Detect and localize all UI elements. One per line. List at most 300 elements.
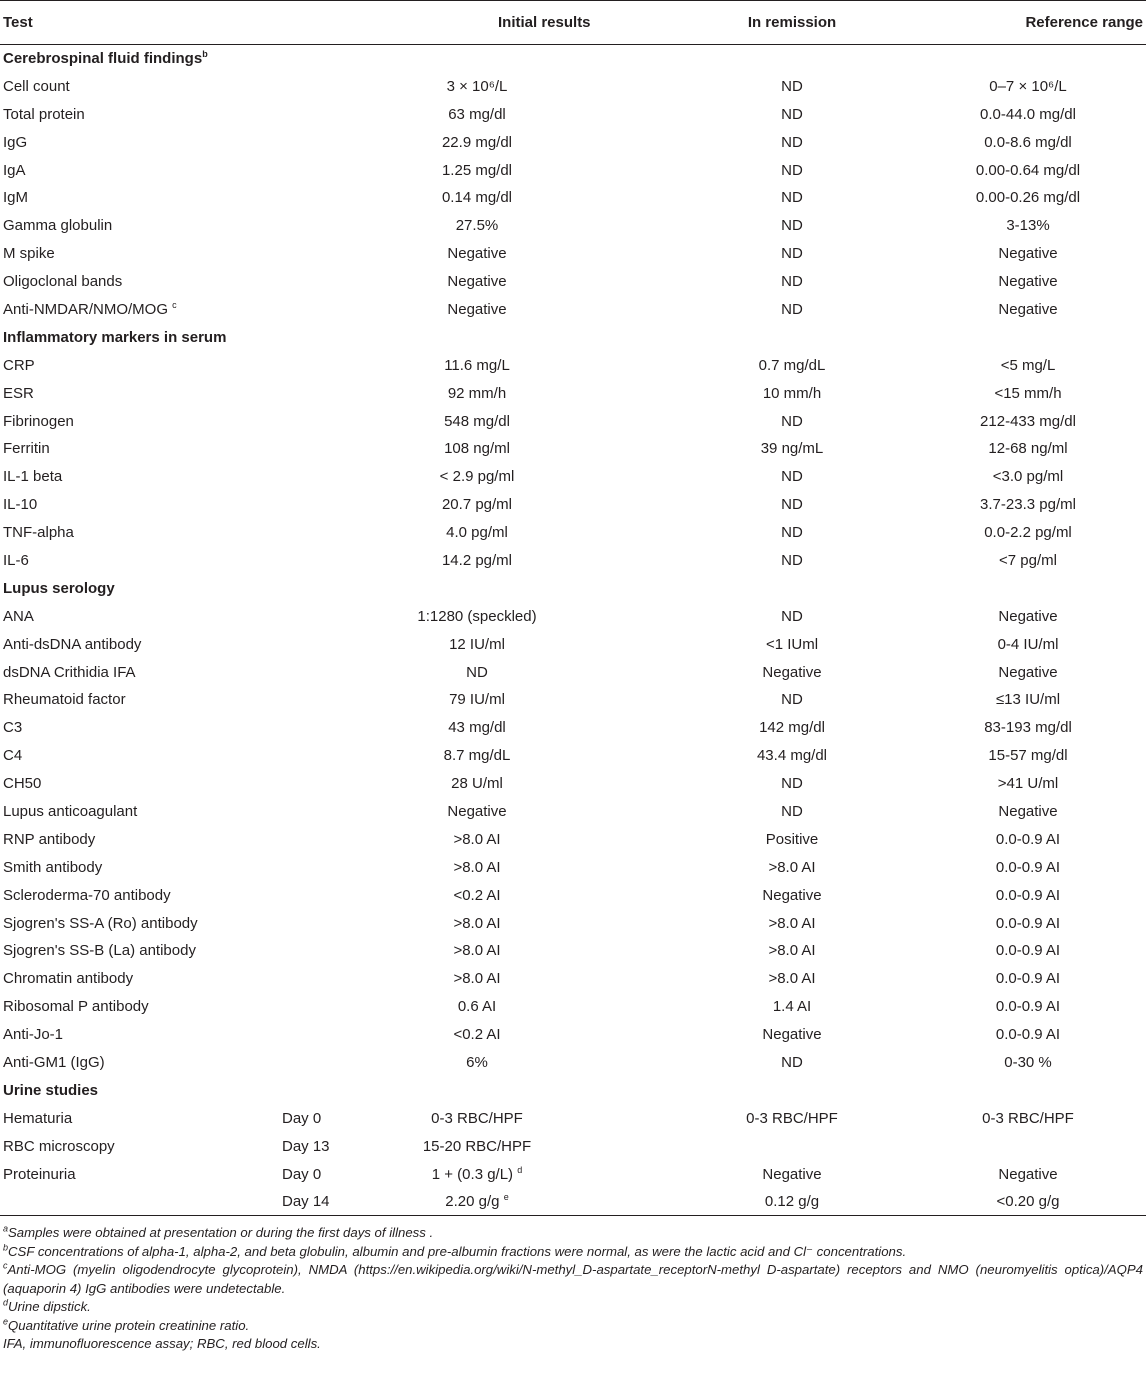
cell-reference-text: 0.0-0.9 AI [995,886,1061,904]
cell-initial-wrap [272,691,682,708]
footnotes [0,1224,1146,1354]
cell-test-text: CH50 [3,775,42,793]
cell-reference-range [872,658,1146,686]
cell-initial-text: 0-3 RBC/HPF [431,1109,523,1127]
cell-reference-text: 0.0-44.0 mg/dl [980,105,1076,123]
cell-remission: ND [781,77,803,95]
section-title [0,1076,1146,1104]
cell-reference-range [872,1132,1146,1160]
header-reference-range: Reference range [872,1,1146,45]
cell-remission: ND [781,189,803,207]
cell-test [0,268,272,296]
cell-initial-text: 108 ng/ml [444,440,510,458]
cell-initial-wrap [272,1054,682,1071]
cell-reference-text: Negative [998,1165,1058,1183]
cell-remission: ND [781,300,803,318]
cell-initial-wrap [272,78,682,95]
cell-reference-text: 3.7-23.3 pg/ml [980,496,1076,514]
section-title [0,45,1146,73]
cell-initial-wrap [272,664,682,681]
cell-reference-range [872,1188,1146,1216]
cell-reference-text: <5 mg/L [1000,356,1056,374]
cell-initial-wrap [272,998,682,1015]
cell-initial-result [342,407,712,435]
cell-test-text: ANA [3,607,34,625]
table-body [0,45,1146,1216]
cell-initial-text: 20.7 pg/ml [441,496,513,514]
footnote-mark: a [3,1224,9,1235]
cell-day: Day 14 [272,1188,342,1216]
cell-reference-text: 0–7 × 10⁶/L [989,77,1067,95]
cell-initial-text: 92 mm/h [447,384,507,402]
cell-reference-text: ≤13 IU/ml [995,691,1061,709]
cell-reference-text: 0-30 % [1004,1054,1052,1071]
table-row [0,909,1146,937]
cell-test-text: Hematuria [3,1109,73,1127]
cell-initial-result [342,351,712,379]
cell-remission: Negative [762,886,822,904]
cell-initial-result [342,770,712,798]
header-test: Test [0,1,272,45]
cell-remission: ND [781,245,803,263]
cell-day: Day 0 [282,1109,322,1127]
cell-initial-wrap [272,1110,682,1127]
cell-test-text: dsDNA Crithidia IFA [3,663,136,681]
footnote [3,1261,1143,1298]
cell-remission: ND [781,691,803,709]
cell-remission: ND [781,775,803,793]
cell-initial-result [342,965,712,993]
footnote-text: Anti-MOG (myelin oligodendrocyte glycoprotein), NMDA (https://en.wikipedia.org/wiki/N-methyl_D-aspartate_receptorN-methyl D-aspartate) receptors and NMO (neuromyelitis optica)/AQP4 (aquaporin 4) IgG antibodies were undetectable. [3,1262,1143,1296]
cell-test [0,1188,272,1216]
cell-initial-result [342,1132,712,1160]
header-day [272,1,342,45]
cell-reference-range [872,128,1146,156]
cell-reference-text: 0-4 IU/ml [997,635,1059,653]
cell-initial-result [342,825,712,853]
table-row [0,379,1146,407]
cell-remission: ND [781,802,803,820]
cell-test [0,519,272,547]
cell-remission: 142 mg/dl [759,719,825,737]
table-row [0,519,1146,547]
cell-reference-range [872,1021,1146,1049]
cell-test [0,1132,272,1160]
cell-test [0,825,272,853]
footnote-text: Urine dipstick. [8,1299,91,1315]
cell-initial-text: < 2.9 pg/ml [439,468,515,486]
cell-reference-text: 0.0-0.9 AI [995,970,1061,988]
cell-remission: 0.12 g/g [712,1188,872,1216]
cell-remission: >8.0 AI [768,914,816,932]
cell-initial-text: 43 mg/dl [448,719,506,737]
cell-test [0,742,272,770]
cell-reference-text: 0.0-0.9 AI [995,1026,1061,1044]
cell-reference-range [872,268,1146,296]
cell-reference-range [872,686,1146,714]
footnote [3,1335,1143,1354]
cell-initial-wrap [272,970,682,987]
cell-initial-result [342,1160,712,1188]
cell-reference-range [872,742,1146,770]
cell-initial-result [342,1021,712,1049]
cell-test [0,547,272,575]
cell-remission: ND [781,412,803,430]
table-row [0,1104,1146,1132]
cell-test [0,658,272,686]
cell-reference-text: Negative [998,300,1058,318]
cell-initial-result [342,268,712,296]
cell-initial-wrap [272,413,682,430]
cell-initial-wrap [272,357,682,374]
cell-test-text: CRP [3,356,35,374]
cell-reference-text: 15-57 mg/dl [988,747,1068,765]
cell-initial-result [342,128,712,156]
cell-test-text: Ferritin [3,440,50,458]
table-row [0,296,1146,324]
cell-test [0,965,272,993]
table-row [0,630,1146,658]
cell-initial-text: >8.0 AI [453,970,501,988]
cell-test-text: Fibrinogen [3,412,74,430]
table-row [0,72,1146,100]
cell-reference-text: Negative [998,245,1058,263]
table-row [0,658,1146,686]
cell-test-text: Anti-Jo-1 [3,1026,64,1044]
cell-initial-wrap [272,106,682,123]
cell-test-text: Scleroderma-70 antibody [3,886,171,904]
cell-remission: ND [781,551,803,569]
section-header-row [0,323,1146,351]
cell-test [0,212,272,240]
cell-test [0,296,272,324]
table-row [0,547,1146,575]
cell-initial-text: <0.2 AI [453,886,501,904]
footnote-mark: e [3,1316,9,1327]
cell-remission: ND [781,217,803,235]
cell-initial-result [342,296,712,324]
table-row [0,742,1146,770]
cell-reference-text: 0.0-2.2 pg/ml [984,524,1072,542]
cell-remission: >8.0 AI [768,858,816,876]
cell-initial-result [342,742,712,770]
cell-initial-text: Negative [447,273,507,291]
cell-initial-text: >8.0 AI [453,914,501,932]
cell-initial-text: 27.5% [455,217,499,235]
cell-reference-range [872,602,1146,630]
cell-initial-result [342,463,712,491]
table-row [0,881,1146,909]
footnote [3,1243,1143,1262]
cell-remission: Negative [762,1165,822,1183]
cell-test [0,881,272,909]
section-title-text: Lupus serology [3,579,115,597]
cell-initial-result [342,379,712,407]
cell-initial-result [342,937,712,965]
table-row [0,1021,1146,1049]
cell-test [0,1160,272,1188]
cell-initial-wrap [272,608,682,625]
cell-reference-range [872,993,1146,1021]
cell-test [0,128,272,156]
cell-test [0,770,272,798]
cell-test-text: Smith antibody [3,858,103,876]
cell-test [0,491,272,519]
cell-reference-text: <15 mm/h [994,384,1062,402]
table-row [0,965,1146,993]
cell-initial-wrap [272,803,682,820]
cell-reference-text: Negative [998,607,1058,625]
cell-reference-text: Negative [998,273,1058,291]
cell-initial-wrap [272,552,682,569]
cell-reference-text: 0.0-0.9 AI [995,914,1061,932]
cell-test-text: C3 [3,719,23,737]
cell-initial-wrap [272,831,682,848]
cell-reference-text: 0.0-0.9 AI [995,942,1061,960]
section-title-text: Cerebrospinal fluid findings [3,50,203,68]
table-row [0,128,1146,156]
cell-initial-result [342,909,712,937]
cell-initial-text: 1 + (0.3 g/L) [431,1165,518,1183]
cell-reference-text: <7 pg/ml [999,551,1057,569]
cell-initial-text: 2.20 g/g [445,1193,504,1211]
section-header-row [0,574,1146,602]
cell-test [0,100,272,128]
cell-reference-range [872,491,1146,519]
cell-test-text: Proteinuria [3,1165,76,1183]
cell-reference-range [872,881,1146,909]
cell-remission: ND [781,468,803,486]
cell-test-text: Anti-GM1 (IgG) [3,1054,105,1071]
cell-remission: 10 mm/h [762,384,822,402]
cell-initial-result [342,184,712,212]
cell-day: Day 0 [282,1165,322,1183]
cell-remission: 43.4 mg/dl [756,747,828,765]
cell-remission: >8.0 AI [768,942,816,960]
table-row [0,212,1146,240]
table-row [0,407,1146,435]
cell-remission: ND [781,273,803,291]
cell-test [0,853,272,881]
footnote-mark: c [3,1261,8,1272]
cell-test-text: Anti-dsDNA antibody [3,635,142,653]
cell-initial-text: <0.2 AI [453,1026,501,1044]
cell-remission: 0-3 RBC/HPF [746,1109,838,1127]
cell-test [0,630,272,658]
section-title-text: Urine studies [3,1081,99,1099]
footnote [3,1224,1143,1243]
cell-test [0,72,272,100]
cell-reference-range [872,407,1146,435]
cell-test-text: C4 [3,747,23,765]
cell-test [0,435,272,463]
table-row [0,240,1146,268]
cell-day: Day 13 [282,1137,330,1155]
cell-remission: 1.4 AI [772,998,812,1016]
cell-initial-wrap [272,134,682,151]
cell-initial-result [342,156,712,184]
header-in-remission: In remission [712,1,872,45]
cell-test-text: Gamma globulin [3,217,113,235]
cell-test [0,1104,272,1132]
cell-remission: ND [781,161,803,179]
cell-test-text: Oligoclonal bands [3,273,123,291]
footnote-text: CSF concentrations of alpha-1, alpha-2, and beta globulin, albumin and pre-albumin fractions were normal, as were the lactic acid and Cl⁻ concentrations. [8,1243,907,1259]
cell-initial-result [342,602,712,630]
cell-test [0,798,272,826]
cell-initial-text: 63 mg/dl [448,105,506,123]
cell-initial-wrap [272,942,682,959]
cell-initial-wrap [272,162,682,179]
cell-test [0,379,272,407]
cell-initial-wrap [272,301,682,318]
cell-initial-result [342,435,712,463]
cell-initial-text: 0.14 mg/dl [441,189,513,207]
cell-initial-text: 4.0 pg/ml [446,524,508,542]
table-row [0,1049,1146,1077]
cell-reference-range [872,547,1146,575]
section-title [0,323,1146,351]
cell-initial-result [342,547,712,575]
cell-initial-text: Negative [447,802,507,820]
table-row [0,491,1146,519]
table-row [0,100,1146,128]
cell-test [0,714,272,742]
cell-initial-wrap [272,775,682,792]
cell-test [0,156,272,184]
cell-reference-text: 212-433 mg/dl [980,412,1076,430]
cell-remission: ND [781,105,803,123]
cell-reference-text: >41 U/ml [997,775,1059,793]
cell-initial-result [342,714,712,742]
table-row [0,463,1146,491]
cell-initial-wrap [272,859,682,876]
cell-test [0,686,272,714]
cell-test [0,1021,272,1049]
footnote-marker: d [517,1164,523,1175]
cell-reference-text: 0.00-0.64 mg/dl [975,161,1081,179]
cell-initial-wrap [272,1193,682,1210]
cell-test [0,351,272,379]
cell-initial-result [342,658,712,686]
cell-test-text: M spike [3,245,55,263]
cell-reference-text: 0.0-0.9 AI [995,998,1061,1016]
cell-reference-range [872,463,1146,491]
cell-initial-text: 15-20 RBC/HPF [422,1137,532,1155]
cell-initial-text: 1.25 mg/dl [441,161,513,179]
cell-initial-wrap [272,636,682,653]
cell-reference-range [872,1104,1146,1132]
cell-test-text: Lupus anticoagulant [3,802,138,820]
table-row [0,602,1146,630]
cell-initial-result [342,1104,712,1132]
cell-initial-result [342,240,712,268]
cell-reference-text: 0.00-0.26 mg/dl [975,189,1081,207]
cell-initial-wrap [272,273,682,290]
cell-initial-wrap [272,468,682,485]
cell-initial-result [342,881,712,909]
table-row [0,1132,1146,1160]
cell-initial-result [342,1049,712,1077]
cell-initial-result [342,72,712,100]
cell-reference-text: 12-68 ng/ml [988,440,1068,458]
cell-initial-wrap [272,496,682,513]
cell-reference-range [872,798,1146,826]
cell-reference-range [872,937,1146,965]
cell-remission: >8.0 AI [768,970,816,988]
cell-test-text: RNP antibody [3,830,96,848]
cell-test [0,602,272,630]
cell-remission: 39 ng/mL [760,440,824,458]
cell-initial-text: Negative [447,300,507,318]
cell-reference-range [872,853,1146,881]
cell-test-text: Sjogren's SS-A (Ro) antibody [3,914,198,932]
cell-initial-wrap [272,1026,682,1043]
cell-initial-text: >8.0 AI [453,942,501,960]
cell-reference-range [872,156,1146,184]
cell-test-text: Cell count [3,77,70,95]
cell-test-text: TNF-alpha [3,524,74,542]
cell-remission: 0.7 mg/dL [758,356,826,374]
cell-reference-text: <0.20 g/g [996,1193,1060,1211]
table-row [0,798,1146,826]
cell-initial-wrap [272,217,682,234]
table-row [0,268,1146,296]
header-initial-results: Initial results [342,1,712,45]
cell-reference-range [872,909,1146,937]
cell-initial-wrap [272,915,682,932]
cell-reference-range [872,714,1146,742]
cell-remission: ND [781,1054,803,1071]
section-header-row [0,1076,1146,1104]
cell-reference-range [872,1049,1146,1077]
cell-reference-range [872,435,1146,463]
cell-initial-text: 79 IU/ml [449,691,505,709]
cell-initial-result [342,853,712,881]
cell-test-text: IL-10 [3,496,38,514]
cell-reference-range [872,351,1146,379]
cell-initial-result [342,686,712,714]
cell-test [0,240,272,268]
section-header-row [0,45,1146,73]
cell-test-text: Rheumatoid factor [3,691,126,709]
cell-remission: Negative [762,663,822,681]
cell-test [0,909,272,937]
cell-initial-wrap [272,440,682,457]
cell-test-text: Ribosomal P antibody [3,998,149,1016]
table-row [0,770,1146,798]
cell-remission: <1 IUml [765,635,819,653]
cell-test [0,184,272,212]
cell-reference-range [872,72,1146,100]
cell-remission: ND [781,607,803,625]
cell-initial-result [342,798,712,826]
footnote-marker: e [503,1192,509,1203]
cell-remission: ND [781,524,803,542]
section-title-text: Inflammatory markers in serum [3,328,227,346]
cell-initial-text: >8.0 AI [453,830,501,848]
table-row [0,156,1146,184]
cell-initial-result [342,212,712,240]
cell-initial-text: 12 IU/ml [449,635,505,653]
cell-initial-text: 14.2 pg/ml [441,551,513,569]
cell-reference-range [872,212,1146,240]
cell-remission: ND [781,496,803,514]
cell-reference-text: 3-13% [1006,217,1050,235]
table-row [0,853,1146,881]
cell-reference-text: 0.0-8.6 mg/dl [984,133,1072,151]
cell-initial-text: 6% [466,1054,488,1071]
